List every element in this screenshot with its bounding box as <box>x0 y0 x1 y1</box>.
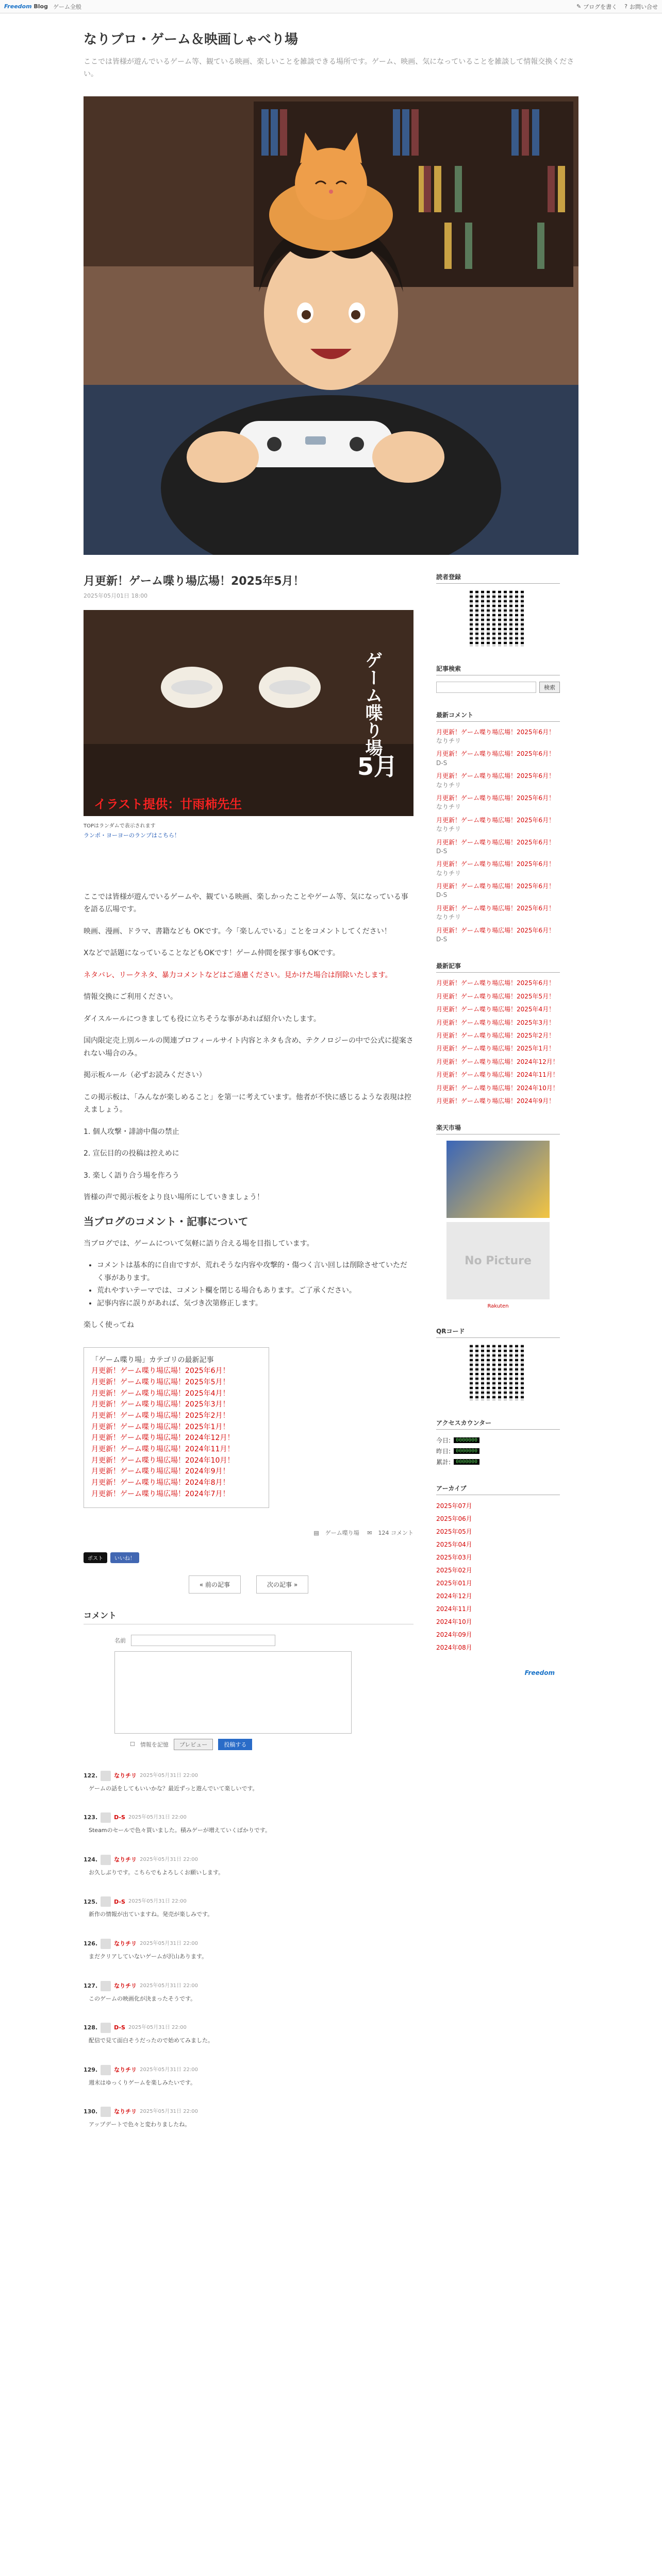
game-controller-icon <box>238 421 393 467</box>
comment-item <box>84 1939 413 1961</box>
comment-date: 2025年05月31日 22:00 <box>140 1982 198 1989</box>
recent-article-link[interactable]: 月更新！ゲーム喋り場広場！2025年3月！ <box>436 1019 555 1026</box>
preview-button[interactable]: プレビュー <box>174 1739 213 1750</box>
comment-item <box>84 2065 413 2088</box>
comment-author: なりチリ <box>114 1982 137 1989</box>
counter-value: 0000000 <box>454 1437 479 1443</box>
remember-checkbox[interactable]: ☐ <box>130 1741 135 1748</box>
qr-block <box>436 1327 560 1401</box>
recent-article-link[interactable]: 月更新！ゲーム喋り場広場！2024年11月！ <box>436 1071 559 1079</box>
box-link[interactable]: 月更新！ゲーム喋り場広場！2024年10月！ <box>91 1456 235 1465</box>
rakuten-logo-icon[interactable]: Rakuten <box>487 1303 509 1310</box>
comment-author: D-S <box>114 1898 125 1905</box>
post-banner-image <box>84 610 413 816</box>
category-latest-box <box>84 1347 269 1508</box>
comment-number: 122. <box>84 1772 98 1779</box>
remember-label: 情報を記憶 <box>140 1741 169 1748</box>
box-link[interactable]: 月更新！ゲーム喋り場広場！2024年12月！ <box>91 1434 235 1443</box>
archive-link[interactable]: 2025年07月 <box>436 1502 472 1510</box>
header-illustration <box>84 96 578 555</box>
avatar <box>101 1812 111 1823</box>
site-logo[interactable]: Freedom Blog <box>4 3 48 10</box>
comment-text: このゲームの映画化が決まったそうです。 <box>89 1995 196 2002</box>
search-title: 記事検索 <box>436 664 560 675</box>
comment-date: 2025年05月31日 22:00 <box>140 1856 198 1862</box>
site-description: ここでは皆様が遊んでいるゲーム等、観ている映画、楽しいことを雑談できる場所です。ゲーム、映画、気になっていることを雑談して情報交換ください。 <box>84 58 574 78</box>
archive-title: アーカイブ <box>436 1484 560 1495</box>
rules-title: 情報交換にご利用ください。 <box>84 993 177 1002</box>
top-bar <box>0 0 662 13</box>
comment-date: 2025年05月31日 22:00 <box>140 1940 198 1946</box>
pencil-icon: ✎ <box>576 3 582 10</box>
site-title[interactable]: なりブロ・ゲーム＆映画しゃべり場 <box>84 32 299 47</box>
avatar <box>101 1981 111 1991</box>
policy-item: • コメントは基本的に自由ですが、荒れそうな内容や攻撃的・傷つく言い回しは削除させていただく事があります。 <box>97 1259 413 1284</box>
archive-link[interactable]: 2025年01月 <box>436 1580 472 1587</box>
warning-line: ネタバレ、リークネタ、暴力コメントなどはご遠慮ください。見かけた場合は削除いたします。 <box>84 971 392 979</box>
recent-comments-title: 最新コメント <box>436 710 560 722</box>
counter-value: 0000000 <box>454 1448 479 1454</box>
banner-month: 5月 <box>357 752 398 781</box>
box-title: 「ゲーム喋り場」カテゴリの最新記事 <box>91 1355 214 1364</box>
avatar <box>101 1771 111 1781</box>
closing-line: 皆様の声で掲示板をより良い場所にしていきましょう！ <box>84 1193 264 1202</box>
comment-item <box>84 1896 413 1919</box>
intro-paragraph-1: ここでは皆様が遊んでいるゲームや、観ている映画、楽しかったことやゲーム等、気になっている事を語る広場です。 <box>84 892 408 914</box>
box-link[interactable]: 月更新！ゲーム喋り場広場！2025年1月！ <box>91 1422 230 1431</box>
comment-form <box>114 1635 383 1750</box>
rule-text-1: ダイスルールにつきましても役に立ちそうな事があれば紹介いたします。 <box>84 1014 321 1023</box>
recent-comment-item[interactable]: 月更新！ゲーム喋り場広場！2025年6月！ なりチリ <box>436 816 555 833</box>
archive-link[interactable]: 2025年05月 <box>436 1528 472 1536</box>
comment-author: なりチリ <box>114 2108 137 2115</box>
comment-author: D-S <box>114 2024 125 2031</box>
comment-date: 2025年05月31日 22:00 <box>140 1772 198 1778</box>
share-buttons <box>84 1552 413 1563</box>
rule-text-2: 国内限定売上別ルールの関連プロフィールサイト内容とネタも含め、テクノロジーの中で公式に提案されない場合のみ。 <box>84 1037 413 1058</box>
footer-logo[interactable]: Freedom <box>524 1669 555 1677</box>
box-link[interactable]: 月更新！ゲーム喋り場広場！2024年9月！ <box>91 1467 230 1476</box>
rule-text-3: 掲示板ルール（必ずお読みください） <box>84 1071 206 1080</box>
article-pager <box>84 1575 413 1594</box>
main-column <box>84 572 413 2149</box>
box-link[interactable]: 月更新！ゲーム喋り場広場！2025年2月！ <box>91 1412 230 1420</box>
ad-no-picture-image[interactable]: No Picture <box>446 1222 550 1299</box>
reader-qr-image[interactable] <box>470 590 526 647</box>
archive-link[interactable]: 2024年08月 <box>436 1644 472 1652</box>
next-article-button[interactable]: 次の記事 » <box>256 1575 308 1594</box>
counter-label: 累計: <box>436 1459 451 1466</box>
name-input[interactable] <box>131 1635 275 1646</box>
recent-article-link[interactable]: 月更新！ゲーム喋り場広場！2024年12月！ <box>436 1058 559 1065</box>
comment-number: 125. <box>84 1898 98 1905</box>
category-link[interactable]: ゲーム全般 <box>53 3 81 10</box>
ad-title: 楽天市場 <box>436 1123 560 1134</box>
comment-item <box>84 1855 413 1877</box>
counter-value: 0000000 <box>454 1459 479 1465</box>
box-link[interactable]: 月更新！ゲーム喋り場広場！2025年3月！ <box>91 1400 230 1409</box>
counter-label: 昨日: <box>436 1448 451 1455</box>
post-category-link[interactable]: ゲーム喋り場 <box>325 1529 359 1536</box>
recent-article-link[interactable]: 月更新！ゲーム喋り場広場！2025年2月！ <box>436 1031 555 1039</box>
archive-link[interactable]: 2024年09月 <box>436 1631 472 1639</box>
comment-policy-list <box>84 1259 413 1310</box>
ad-product-image[interactable] <box>446 1141 550 1218</box>
avatar <box>101 1855 111 1865</box>
policy-item: • 記事内容に誤りがあれば、気づき次第修正します。 <box>97 1297 413 1310</box>
recent-comments-block <box>436 710 560 944</box>
box-link[interactable]: 月更新！ゲーム喋り場広場！2024年8月！ <box>91 1479 230 1487</box>
recent-comment-item[interactable]: 月更新！ゲーム喋り場広場！2025年6月！ D-S <box>436 883 555 899</box>
post-comment-count[interactable]: 124 コメント <box>378 1529 413 1536</box>
recent-comment-item[interactable]: 月更新！ゲーム喋り場広場！2025年6月！ なりチリ <box>436 904 555 921</box>
ad-block <box>436 1123 560 1309</box>
comment-date: 2025年05月31日 22:00 <box>140 2109 198 2115</box>
counter-label: 今日: <box>436 1437 451 1445</box>
archive-link[interactable]: 2024年12月 <box>436 1592 472 1600</box>
recent-article-link[interactable]: 月更新！ゲーム喋り場広場！2025年4月！ <box>436 1006 555 1013</box>
counter-title: アクセスカウンター <box>436 1418 560 1430</box>
archive-link[interactable]: 2024年11月 <box>436 1605 472 1613</box>
comment-number: 124. <box>84 1856 98 1863</box>
comment-number: 127. <box>84 1982 98 1989</box>
box-link[interactable]: 月更新！ゲーム喋り場広場！2025年5月！ <box>91 1378 230 1386</box>
comment-text: ゲームの話をしてもいいかな？最近ずっと遊んでいて楽しいです。 <box>89 1785 258 1792</box>
recent-articles-block <box>436 961 560 1106</box>
name-label: 名前 <box>114 1637 126 1644</box>
comment-text: お久しぶりです。こちらでもよろしくお願いします。 <box>89 1869 224 1876</box>
comment-number: 129. <box>84 2066 98 2073</box>
archive-link[interactable]: 2025年04月 <box>436 1541 472 1549</box>
comment-icon: ✉ <box>367 1529 372 1536</box>
reader-title: 読者登録 <box>436 572 560 584</box>
comment-list <box>84 1771 413 2129</box>
recent-article-link[interactable]: 月更新！ゲーム喋り場広場！2024年10月！ <box>436 1084 559 1092</box>
search-button[interactable]: 検索 <box>539 682 560 693</box>
submit-button[interactable]: 投稿する <box>218 1739 252 1750</box>
counter-block <box>436 1418 560 1466</box>
qr-code-image <box>470 1344 526 1401</box>
lamp-tool-link[interactable]: ランポ・ヨーヨーのランプはこちら！ <box>84 832 180 839</box>
recent-article-link[interactable]: 月更新！ゲーム喋り場広場！2025年6月！ <box>436 979 555 987</box>
comment-textarea[interactable] <box>114 1651 352 1734</box>
avatar <box>101 2023 111 2033</box>
box-link[interactable]: 月更新！ゲーム喋り場広場！2025年6月！ <box>91 1367 230 1376</box>
post-body <box>84 891 413 1508</box>
archive-link[interactable]: 2025年06月 <box>436 1515 472 1523</box>
avatar <box>101 2065 111 2075</box>
comment-author: なりチリ <box>114 1856 137 1863</box>
comment-date: 2025年05月31日 22:00 <box>128 1899 187 1905</box>
comment-number: 130. <box>84 2108 98 2115</box>
rule-text-5: 1. 個人攻撃・誹謗中傷の禁止 <box>84 1127 179 1136</box>
qr-title: QRコード <box>436 1327 560 1338</box>
comment-item <box>84 1771 413 1793</box>
avatar <box>101 1896 111 1907</box>
avatar <box>101 2107 111 2117</box>
reader-block <box>436 572 560 647</box>
like-button[interactable]: いいね！ <box>110 1552 139 1563</box>
recent-comment-item[interactable]: 月更新！ゲーム喋り場広場！2025年6月！ D-S <box>436 838 555 855</box>
archive-block <box>436 1484 560 1652</box>
recent-comment-item[interactable]: 月更新！ゲーム喋り場広場！2025年6月！ D-S <box>436 750 555 767</box>
sidebar <box>436 572 560 2149</box>
search-block <box>436 664 560 693</box>
comment-author: なりチリ <box>114 1772 137 1779</box>
comment-author: なりチリ <box>114 2066 137 2073</box>
comment-item <box>84 1812 413 1835</box>
recent-article-link[interactable]: 月更新！ゲーム喋り場広場！2025年5月！ <box>436 992 555 1000</box>
box-link[interactable]: 月更新！ゲーム喋り場広場！2024年11月！ <box>91 1445 235 1454</box>
comment-author: D-S <box>114 1814 125 1821</box>
comment-text: まだクリアしていないゲームが沢山あります。 <box>89 1953 208 1960</box>
archive-link[interactable]: 2025年02月 <box>436 1567 472 1574</box>
avatar <box>101 1939 111 1949</box>
help-icon: ? <box>624 3 627 10</box>
comment-author: なりチリ <box>114 1940 137 1947</box>
post-footer <box>84 1529 413 1537</box>
banner-badge-text: ゲーム喋り場 <box>362 651 383 756</box>
comment-number: 123. <box>84 1814 98 1821</box>
archive-link[interactable]: 2024年10月 <box>436 1618 472 1626</box>
comment-item <box>84 2107 413 2129</box>
comment-date: 2025年05月31日 22:00 <box>128 2025 187 2031</box>
intro-paragraph-3: Xなどで話題になっていることなどもOKです！ゲーム仲間を探す事もOKです。 <box>84 949 340 958</box>
recent-article-link[interactable]: 月更新！ゲーム喋り場広場！2024年9月！ <box>436 1097 555 1105</box>
comments-heading: コメント <box>84 1609 413 1624</box>
banner-note: TOPはランダムで表示されます <box>84 823 156 829</box>
recent-articles-title: 最新記事 <box>436 961 560 973</box>
recent-comment-item[interactable]: 月更新！ゲーム喋り場広場！2025年6月！ なりチリ <box>436 728 555 744</box>
comment-item <box>84 1981 413 2004</box>
archive-link[interactable]: 2025年03月 <box>436 1554 472 1562</box>
rule-text-7: 3. 楽しく語り合う場を作ろう <box>84 1171 179 1180</box>
recent-comment-item[interactable]: 月更新！ゲーム喋り場広場！2025年6月！ D-S <box>436 926 555 943</box>
post-date: 2025年05月01日 18:00 <box>84 592 148 599</box>
rule-text-4: この掲示板は、「みんなが楽しめること」を第一に考えています。他者が不快に感じるような表現は控えましょう。 <box>84 1093 411 1114</box>
comment-policy-intro: 当ブログでは、ゲームについて気軽に語り合える場を目指しています。 <box>84 1239 314 1248</box>
search-input[interactable] <box>436 682 536 693</box>
intro-paragraph-2: 映画、漫画、ドラマ、書籍なども OKです。今「楽しんでいる」ことをコメントしてください！ <box>84 927 391 936</box>
prev-article-button[interactable]: « 前の記事 <box>189 1575 241 1594</box>
box-link[interactable]: 月更新！ゲーム喋り場広場！2024年7月！ <box>91 1489 230 1498</box>
thanks-line: 楽しく使ってね <box>84 1321 134 1330</box>
policy-item: • 荒れやすいテーマでは、コメント欄を閉じる場合もあります。ご了承ください。 <box>97 1284 413 1297</box>
comment-date: 2025年05月31日 22:00 <box>128 1815 187 1821</box>
comment-text: Steamのセールで色々買いました。積みゲーが増えていくばかりです。 <box>89 1827 271 1834</box>
post-title[interactable]: 月更新！ゲーム喋り場広場！2025年5月！ <box>84 574 305 588</box>
recent-article-link[interactable]: 月更新！ゲーム喋り場広場！2025年1月！ <box>436 1045 555 1053</box>
box-link[interactable]: 月更新！ゲーム喋り場広場！2025年4月！ <box>91 1389 230 1398</box>
comment-text: 新作の情報が出ていますね。発売が楽しみです。 <box>89 1911 213 1918</box>
write-blog-link[interactable]: ✎ ブログを書く <box>576 3 618 10</box>
comment-text: 週末はゆっくりゲームを楽しみたいです。 <box>89 2079 196 2086</box>
comment-item <box>84 2023 413 2045</box>
tweet-button[interactable]: ポスト <box>84 1552 107 1563</box>
banner-credit: イラスト提供：廿雨柿先生 <box>94 796 242 811</box>
comment-date: 2025年05月31日 22:00 <box>140 2066 198 2073</box>
recent-comment-item[interactable]: 月更新！ゲーム喋り場広場！2025年6月！ なりチリ <box>436 794 555 811</box>
recent-comment-item[interactable]: 月更新！ゲーム喋り場広場！2025年6月！ なりチリ <box>436 860 555 877</box>
recent-comment-item[interactable]: 月更新！ゲーム喋り場広場！2025年6月！ なりチリ <box>436 772 555 789</box>
rule-text-6: 2. 宣伝目的の投稿は控えめに <box>84 1149 179 1158</box>
comment-number: 128. <box>84 2024 98 2031</box>
comment-policy-title: 当ブログのコメント・記事について <box>84 1215 249 1228</box>
help-link[interactable]: ? お問い合せ <box>624 3 658 10</box>
folder-icon: ▤ <box>313 1529 319 1536</box>
comment-text: 配信で見て面白そうだったので始めてみました。 <box>89 2037 213 2044</box>
comment-text: アップデートで色々と変わりましたね。 <box>89 2121 191 2128</box>
comment-number: 126. <box>84 1940 98 1947</box>
